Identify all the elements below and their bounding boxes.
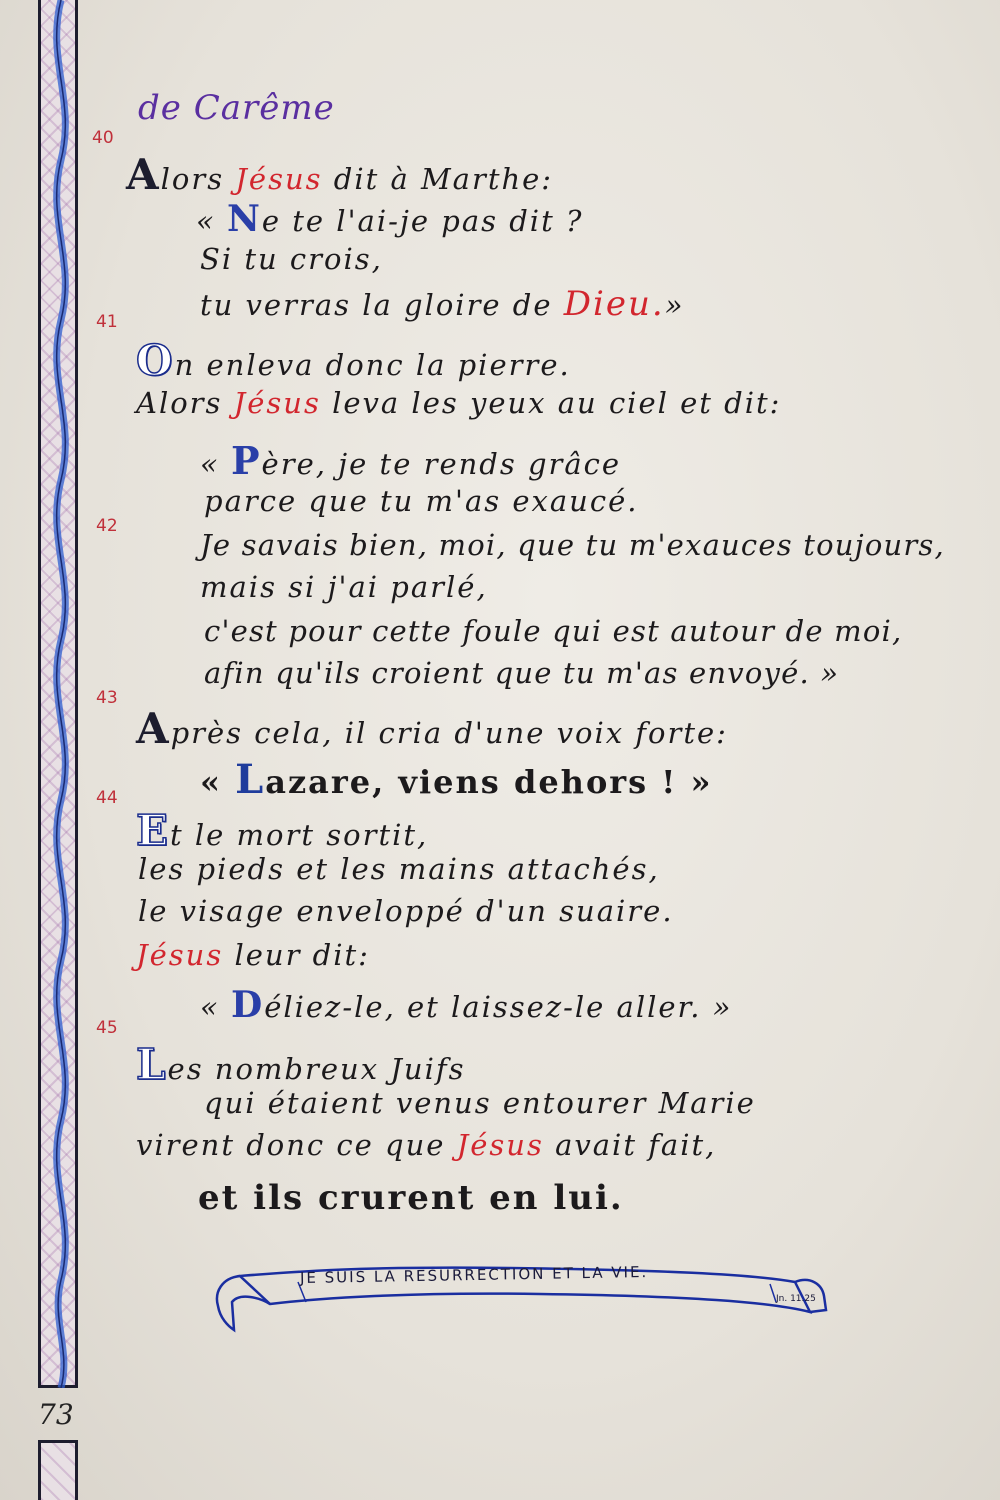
drop-capital: E bbox=[136, 806, 171, 855]
text-line bbox=[200, 756, 712, 803]
text-span: ère, je te rends grâce bbox=[261, 447, 622, 481]
banner-reference: Jn. 11.25 bbox=[776, 1294, 816, 1304]
dieu-word: Dieu. bbox=[563, 284, 665, 324]
text-span: près cela, il cria d'une voix forte: bbox=[170, 716, 728, 750]
text-span: tu verras la gloire de bbox=[200, 288, 564, 322]
text-line bbox=[136, 806, 428, 855]
drop-capital: O bbox=[136, 336, 175, 385]
drop-capital: A bbox=[136, 704, 171, 753]
text-span: avait fait, bbox=[543, 1128, 717, 1162]
drop-capital: L bbox=[136, 1040, 168, 1089]
text-line: le visage enveloppé d'un suaire. bbox=[138, 894, 674, 928]
text-line: mais si j'ai parlé, bbox=[200, 570, 488, 604]
text-line bbox=[136, 938, 370, 972]
jesus-word: Jésus bbox=[235, 162, 323, 196]
decorative-border-continuation bbox=[38, 1440, 78, 1500]
text-line bbox=[196, 198, 584, 240]
verse-number: 42 bbox=[96, 516, 118, 536]
quote-mark: « bbox=[200, 990, 231, 1024]
drop-capital: L bbox=[235, 756, 266, 803]
jesus-word: Jésus bbox=[233, 386, 321, 420]
text-line: c'est pour cette foule qui est autour de moi, bbox=[204, 614, 903, 648]
text-line: afin qu'ils croient que tu m'as envoyé. » bbox=[204, 656, 840, 690]
quote-mark: » bbox=[664, 288, 685, 322]
drop-capital: D bbox=[230, 984, 265, 1026]
text-span: dit à Marthe: bbox=[322, 162, 554, 196]
page-number: 73 bbox=[38, 1398, 74, 1431]
text-span: Alors bbox=[136, 386, 234, 420]
text-span: e te l'ai-je pas dit ? bbox=[261, 204, 584, 238]
verse-number: 44 bbox=[96, 788, 118, 808]
text-line bbox=[136, 386, 781, 420]
text-line: qui étaient venus entourer Marie bbox=[204, 1086, 756, 1120]
text-span: azare, viens dehors ! » bbox=[265, 763, 713, 801]
text-line: les pieds et les mains attachés, bbox=[138, 852, 660, 886]
text-span: lors bbox=[160, 162, 236, 196]
text-line: Si tu crois, bbox=[200, 242, 383, 276]
text-line: Je savais bien, moi, que tu m'exauces toujours, bbox=[200, 528, 945, 562]
decorative-border bbox=[38, 0, 78, 1388]
drop-capital: N bbox=[226, 198, 262, 240]
drop-capital: P bbox=[230, 438, 262, 483]
text-line bbox=[200, 284, 684, 324]
text-line bbox=[136, 704, 728, 753]
banner-text: JE SUIS LA RESURRECTION ET LA VIE. bbox=[299, 1262, 649, 1288]
text-span: virent donc ce que bbox=[136, 1128, 457, 1162]
text-line: parce que tu m'as exaucé. bbox=[204, 484, 639, 518]
text-line bbox=[200, 984, 732, 1026]
quote-mark: « bbox=[196, 204, 227, 238]
verse-number: 45 bbox=[96, 1018, 118, 1038]
text-span: n enleva donc la pierre. bbox=[174, 348, 571, 382]
text-line bbox=[200, 438, 621, 483]
quote-mark: « bbox=[200, 763, 236, 801]
text-line bbox=[136, 1128, 716, 1162]
verse-number: 41 bbox=[96, 312, 118, 332]
text-line bbox=[136, 1040, 465, 1089]
drop-capital: A bbox=[126, 150, 161, 199]
quote-mark: « bbox=[200, 447, 231, 481]
closing-line: et ils crurent en lui. bbox=[198, 1178, 624, 1218]
verse-number: 40 bbox=[92, 128, 114, 148]
text-span: éliez-le, et laissez-le aller. » bbox=[264, 990, 733, 1024]
text-span: t le mort sortit, bbox=[170, 818, 429, 852]
text-line bbox=[136, 336, 571, 385]
ribbon-ornament bbox=[41, 0, 81, 1388]
verse-number: 43 bbox=[96, 688, 118, 708]
text-line bbox=[126, 150, 553, 199]
jesus-word: Jésus bbox=[136, 938, 224, 972]
jesus-word: Jésus bbox=[456, 1128, 544, 1162]
text-span: leva les yeux au ciel et dit: bbox=[320, 386, 782, 420]
text-span: es nombreux Juifs bbox=[167, 1052, 466, 1086]
section-heading: de Carême bbox=[138, 88, 335, 128]
text-span: leur dit: bbox=[223, 938, 370, 972]
